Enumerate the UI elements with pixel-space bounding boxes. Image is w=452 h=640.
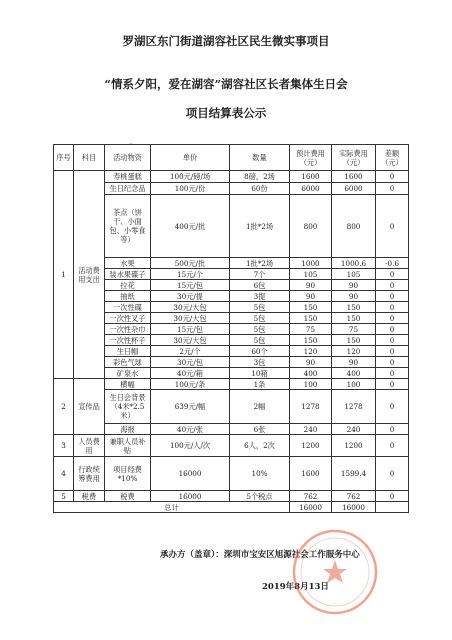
cell-item: 生日会背景（4米*2.5米）: [105, 390, 151, 424]
header-subject: 科目: [74, 145, 105, 171]
cell-item: 海报: [105, 424, 151, 435]
cell-price: 40元/箱: [151, 368, 230, 379]
cell-price: 100元/条: [151, 379, 230, 390]
cell-diff: 0: [376, 435, 409, 457]
cell-price: 40元/张: [151, 424, 230, 435]
cell-qty: 10%: [230, 457, 290, 491]
cell-act: 75: [332, 324, 376, 335]
cell-act: 1000.6: [332, 258, 376, 269]
group-no: 4: [54, 457, 74, 491]
cell-item: 税费: [105, 491, 151, 502]
cell-act: 90: [332, 357, 376, 368]
cell-qty: 5包: [230, 313, 290, 324]
cell-item: 横幅: [105, 379, 151, 390]
table-row: [54, 368, 409, 379]
cell-est: 400: [290, 368, 332, 379]
cell-est: 90: [290, 291, 332, 302]
cell-act: 800: [332, 195, 376, 258]
cell-diff: 0: [376, 195, 409, 258]
cell-diff: 0: [376, 368, 409, 379]
cell-qty: 5包: [230, 335, 290, 346]
table-row: [54, 390, 409, 424]
cell-act: 90: [332, 280, 376, 291]
table-row: [54, 302, 409, 313]
cell-item: 拉花: [105, 280, 151, 291]
header-item: 活动物资: [105, 145, 151, 171]
header-no: 序号: [54, 145, 74, 171]
cell-diff: 0: [376, 457, 409, 491]
group-no: 1: [54, 171, 74, 379]
cell-item: 生日帽: [105, 346, 151, 357]
cell-est: 1278: [290, 390, 332, 424]
cell-qty: 60份: [230, 183, 290, 195]
cell-act: 762: [332, 491, 376, 502]
cell-diff: 0: [376, 390, 409, 424]
cell-item: 装水果碟子: [105, 269, 151, 280]
cell-item: 一次性杂巾: [105, 324, 151, 335]
cell-qty: 1批*2场: [230, 195, 290, 258]
cell-price: 400元/批: [151, 195, 230, 258]
cell-price: 100元/人/次: [151, 435, 230, 457]
cell-diff: 0: [376, 280, 409, 291]
table-row: [54, 171, 409, 183]
document-title: 项目结算表公示: [185, 106, 267, 120]
total-act: 16000: [332, 502, 376, 513]
header-estimated: 预计费用（元）: [290, 145, 332, 171]
cell-diff: 0: [376, 171, 409, 183]
header-qty: 数量: [230, 145, 290, 171]
cell-qty: 6人，2次: [230, 435, 290, 457]
table-row: [54, 435, 409, 457]
cell-price: 15元/包: [151, 324, 230, 335]
cell-act: 400: [332, 368, 376, 379]
group-subject: 活动费用支出: [74, 171, 105, 379]
cell-act: 90: [332, 291, 376, 302]
table-row: [54, 335, 409, 346]
event-title: “情系夕阳，爱在湖容”湖容社区长者集体生日会: [104, 77, 348, 91]
cell-diff: 0: [376, 313, 409, 324]
group-no: 3: [54, 435, 74, 457]
cell-act: 1200: [332, 435, 376, 457]
cell-diff: 0: [376, 491, 409, 502]
cell-diff: 0: [376, 183, 409, 195]
cell-qty: 5包: [230, 324, 290, 335]
cell-price: 15元/包: [151, 280, 230, 291]
cell-price: 2元/个: [151, 346, 230, 357]
cell-est: 1600: [290, 171, 332, 183]
cell-act: 150: [332, 313, 376, 324]
cell-est: 800: [290, 195, 332, 258]
cell-est: 100: [290, 379, 332, 390]
cell-diff: 0: [376, 269, 409, 280]
cell-qty: 6包: [230, 280, 290, 291]
cell-est: 762: [290, 491, 332, 502]
cell-price: 30元/包: [151, 357, 230, 368]
cell-item: 兼职人员补贴: [105, 435, 151, 457]
cell-est: 105: [290, 269, 332, 280]
cell-qty: 3包: [230, 357, 290, 368]
header-difference: 差额（元）: [376, 145, 409, 171]
cell-price: 100元/磅/场: [151, 171, 230, 183]
cell-qty: 10箱: [230, 368, 290, 379]
table-row: [54, 346, 409, 357]
cell-act: 100: [332, 379, 376, 390]
cell-act: 1599.4: [332, 457, 376, 491]
cell-est: 6000: [290, 183, 332, 195]
cell-price: 100元/份: [151, 183, 230, 195]
cell-qty: 1批*2场: [230, 258, 290, 269]
cell-est: 150: [290, 335, 332, 346]
table-row: [54, 258, 409, 269]
cell-price: 16000: [151, 491, 230, 502]
table-row: [54, 280, 409, 291]
group-subject: 人员费用: [74, 435, 105, 457]
cell-qty: 5包: [230, 302, 290, 313]
cell-diff: 0: [376, 291, 409, 302]
table-row: [54, 424, 409, 435]
cell-act: 1600: [332, 171, 376, 183]
cell-qty: 2幅: [230, 390, 290, 424]
cell-price: 639元/幅: [151, 390, 230, 424]
cell-qty: 60个: [230, 346, 290, 357]
cell-diff: 0: [376, 324, 409, 335]
cell-item: 项目经费*10%: [105, 457, 151, 491]
stray-mark: ·: [130, 141, 132, 148]
table-row: [54, 457, 409, 491]
cell-price: 15元/个: [151, 269, 230, 280]
total-label: 总计: [54, 502, 290, 513]
group-no: 5: [54, 491, 74, 502]
cell-diff: 0: [376, 335, 409, 346]
cell-diff: -0.6: [376, 258, 409, 269]
cell-act: 105: [332, 269, 376, 280]
cell-act: 6000: [332, 183, 376, 195]
cell-act: 150: [332, 302, 376, 313]
group-subject: 税费: [74, 491, 105, 502]
cell-est: 150: [290, 302, 332, 313]
header-price: 单价: [151, 145, 230, 171]
table-row: [54, 491, 409, 502]
cell-item: 一次性叉子: [105, 313, 151, 324]
cell-est: 75: [290, 324, 332, 335]
cell-est: 90: [290, 357, 332, 368]
cell-item: 矿泉水: [105, 368, 151, 379]
settlement-table: [53, 144, 409, 513]
total-est: 16000: [290, 502, 332, 513]
cell-est: 1000: [290, 258, 332, 269]
table-row: [54, 379, 409, 390]
cell-qty: 5个税点: [230, 491, 290, 502]
cell-price: 30元/提: [151, 291, 230, 302]
cell-est: 1600: [290, 457, 332, 491]
cell-diff: 0: [376, 379, 409, 390]
cell-qty: 1条: [230, 379, 290, 390]
settlement-date: 2019年8月13日: [262, 582, 329, 592]
table-row: [54, 324, 409, 335]
table-row: [54, 313, 409, 324]
cell-act: 240: [332, 424, 376, 435]
cell-est: 120: [290, 346, 332, 357]
cell-item: 一次性碟: [105, 302, 151, 313]
table-row: [54, 183, 409, 195]
cell-est: 240: [290, 424, 332, 435]
cell-price: 30元/大包: [151, 302, 230, 313]
cell-item: 水果: [105, 258, 151, 269]
total-diff: [376, 502, 409, 513]
cell-price: 16000: [151, 457, 230, 491]
header-actual: 实际费用（元）: [332, 145, 376, 171]
project-title: 罗湖区东门街道湖容社区民生微实事项目: [122, 34, 330, 48]
cell-diff: 0: [376, 346, 409, 357]
cell-qty: 3提: [230, 291, 290, 302]
cell-qty: 8磅，2场: [230, 171, 290, 183]
group-no: 2: [54, 379, 74, 435]
cell-diff: 0: [376, 357, 409, 368]
organizer-signature: 承办方（盖章）：深圳市宝安区旭源社会工作服务中心: [160, 550, 360, 560]
cell-item: 寿桃蛋糕: [105, 171, 151, 183]
cell-qty: 6张: [230, 424, 290, 435]
group-subject: 行政统筹费用: [74, 457, 105, 491]
cell-price: 30元/大包: [151, 335, 230, 346]
cell-est: 90: [290, 280, 332, 291]
cell-item: 彩色气球: [105, 357, 151, 368]
table-header-row: [54, 145, 409, 171]
table-row: [54, 357, 409, 368]
cell-act: 120: [332, 346, 376, 357]
cell-qty: 7个: [230, 269, 290, 280]
group-subject: 宣传品: [74, 379, 105, 435]
cell-item: 抽纸: [105, 291, 151, 302]
table-row: [54, 269, 409, 280]
cell-diff: 0: [376, 424, 409, 435]
cell-item: 一次性杯子: [105, 335, 151, 346]
cell-est: 1200: [290, 435, 332, 457]
cell-item: 茶点（饼干、小面包、小零食等）: [105, 195, 151, 258]
cell-est: 150: [290, 313, 332, 324]
total-row: [54, 502, 409, 513]
cell-act: 1278: [332, 390, 376, 424]
cell-item: 生日纪念品: [105, 183, 151, 195]
table-row: [54, 195, 409, 258]
cell-price: 500元/批: [151, 258, 230, 269]
cell-act: 150: [332, 335, 376, 346]
cell-diff: 0: [376, 302, 409, 313]
cell-price: 30元/大包: [151, 313, 230, 324]
official-seal-icon: [291, 528, 379, 616]
table-row: [54, 291, 409, 302]
